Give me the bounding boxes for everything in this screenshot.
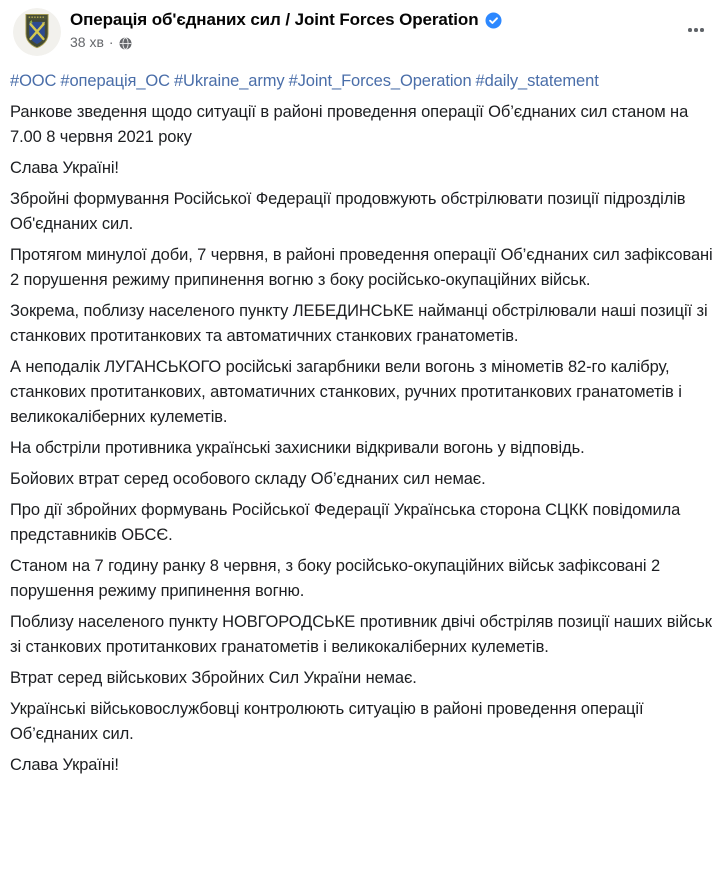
- post-paragraph: Зокрема, поблизу населеного пункту ЛЕБЕДИНСЬКЕ найманці обстрілювали наші позиції зі станкових протитанкових та автоматичних станкових гранатометів.: [10, 302, 708, 345]
- post-paragraph: Слава Україні!: [10, 159, 119, 177]
- page-avatar[interactable]: [13, 8, 61, 56]
- hashtag-link[interactable]: #операція_ОС: [60, 72, 170, 90]
- post-header: [0, 0, 724, 60]
- dot: [694, 28, 698, 32]
- post-paragraph: Слава Україні!: [10, 756, 119, 774]
- verified-badge-icon: [485, 12, 502, 29]
- post-meta: [70, 33, 502, 52]
- hashtag-link[interactable]: #daily_statement: [475, 72, 599, 90]
- post-paragraph: Бойових втрат серед особового складу Об’єднаних сил немає.: [10, 470, 486, 488]
- header-text: [70, 8, 502, 52]
- post-paragraph: На обстріли противника українські захисники відкривали вогонь у відповідь.: [10, 439, 585, 457]
- post-options-button[interactable]: [684, 22, 708, 38]
- post-paragraph: А неподалік ЛУГАНСЬКОГО російські загарбники вели вогонь з мінометів 82-го калібру, станкових протитанкових, автоматичних станкових, ручних протитанкових гранатометів і великокаліберних кулеметів.: [10, 358, 682, 426]
- timestamp-link[interactable]: 38 хв: [70, 34, 104, 50]
- post-paragraph: Втрат серед військових Збройних Сил України немає.: [10, 669, 417, 687]
- post-paragraph: Поблизу населеного пункту НОВГОРОДСЬКЕ противник двічі обстріляв позиції наших військ зі станкових протитанкових гранатометів і великокаліберних кулеметів.: [10, 613, 712, 656]
- hashtags-line: [10, 69, 714, 94]
- globe-audience-icon: [119, 37, 132, 50]
- hashtag-link[interactable]: #ООС: [10, 72, 57, 90]
- page-name-link[interactable]: Операція об'єднаних сил / Joint Forces Operation: [70, 10, 479, 29]
- post-paragraph: Українські військовослужбовці контролюють ситуацію в районі проведення операції Об’єднаних сил.: [10, 700, 644, 743]
- dot: [700, 28, 704, 32]
- hashtag-link[interactable]: #Ukraine_army: [173, 72, 285, 90]
- post-paragraph: Ранкове зведення щодо ситуації в районі проведення операції Об’єднаних сил станом на 7.00 8 червня 2021 року: [10, 103, 689, 146]
- post-content: [0, 60, 724, 778]
- post-paragraph: Збройні формування Російської Федерації продовжують обстрілювати позиції підрозділів Об'єднаних сил.: [10, 190, 686, 233]
- post-paragraph: Протягом минулої доби, 7 червня, в районі проведення операції Об’єднаних сил зафіксовані 2 порушення режиму припинення вогню з боку російсько-окупаційних військ.: [10, 246, 713, 289]
- post-paragraph: Станом на 7 годину ранку 8 червня, з боку російсько-окупаційних військ зафіксовані 2 порушення режиму припинення вогню.: [10, 557, 661, 600]
- dot: [688, 28, 692, 32]
- title-row: [70, 9, 502, 31]
- meta-separator: ·: [108, 34, 114, 50]
- post-paragraph: Про дії збройних формувань Російської Федерації Українська сторона СЦКК повідомила представників ОБСЄ.: [10, 501, 681, 544]
- hashtag-link[interactable]: #Joint_Forces_Operation: [288, 72, 472, 90]
